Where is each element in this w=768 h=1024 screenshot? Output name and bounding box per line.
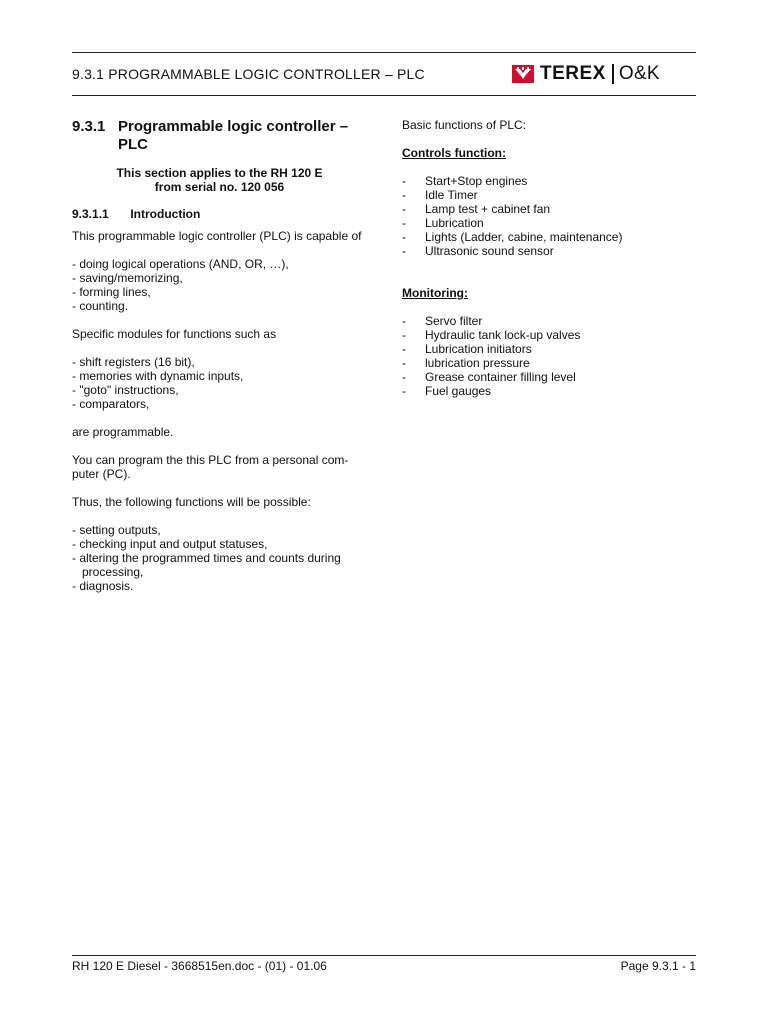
pc-line1: You can program the this PLC from a personal com- xyxy=(72,453,349,467)
list-item: - counting. xyxy=(72,299,129,313)
list-item: - shift registers (16 bit), xyxy=(72,355,195,369)
footer-rule xyxy=(72,955,696,956)
applies-line1: This section applies to the RH 120 E xyxy=(116,166,323,180)
subsection-heading xyxy=(72,207,372,221)
right-column xyxy=(402,118,702,426)
list-item-text: Lubrication xyxy=(425,216,484,230)
applies-line2: from serial no. 120 056 xyxy=(154,180,285,194)
intro-text: This programmable logic controller (PLC) is capable of xyxy=(72,229,362,243)
dash-marker: - xyxy=(402,202,406,216)
controls-list xyxy=(402,174,702,258)
terex-emblem-icon xyxy=(512,65,534,83)
dash-marker: - xyxy=(402,342,406,356)
subsection-number: 9.3.1.1 xyxy=(72,207,109,221)
list-item-text: Servo filter xyxy=(425,314,483,328)
list-item xyxy=(402,384,702,398)
dash-marker: - xyxy=(402,188,406,202)
list-item xyxy=(402,342,702,356)
list-item-text: Hydraulic tank lock-up valves xyxy=(425,328,581,342)
header-bottom-rule xyxy=(72,95,696,96)
list-item: - memories with dynamic inputs, xyxy=(72,369,244,383)
header-title: 9.3.1 PROGRAMMABLE LOGIC CONTROLLER – PLC xyxy=(72,66,425,82)
list-item: - setting outputs, xyxy=(72,523,161,537)
list-item xyxy=(402,202,702,216)
programmable-text: are programmable. xyxy=(72,425,174,439)
modules-list xyxy=(72,355,372,411)
section-title-line1: Programmable logic controller – xyxy=(118,118,349,135)
monitoring-heading: Monitoring: xyxy=(402,286,468,300)
pc-line2: puter (PC). xyxy=(72,467,131,481)
logo-sub: O&K xyxy=(618,63,660,84)
list-item xyxy=(402,356,702,370)
logo-divider xyxy=(612,64,614,84)
dash-marker: - xyxy=(402,174,406,188)
list-item xyxy=(402,370,702,384)
dash-marker: - xyxy=(402,370,406,384)
section-title xyxy=(118,118,348,154)
list-item: processing, xyxy=(72,565,144,579)
list-item: - checking input and output statuses, xyxy=(72,537,268,551)
basic-functions-text: Basic functions of PLC: xyxy=(402,118,527,132)
footer-document-info: RH 120 E Diesel - 3668515en.doc - (01) - 01.06 xyxy=(72,959,327,973)
logo-brand: TEREX xyxy=(540,63,606,84)
list-item xyxy=(402,244,702,258)
subsection-title: Introduction xyxy=(130,207,201,221)
section-title-line2: PLC xyxy=(118,136,148,153)
list-item: - comparators, xyxy=(72,397,150,411)
dash-marker: - xyxy=(402,328,406,342)
header-top-rule xyxy=(72,52,696,53)
dash-marker: - xyxy=(402,314,406,328)
applicability-note xyxy=(72,166,367,194)
controls-heading: Controls function: xyxy=(402,146,506,160)
list-item: - diagnosis. xyxy=(72,579,134,593)
list-item: - saving/memorizing, xyxy=(72,271,183,285)
dash-marker: - xyxy=(402,216,406,230)
functions-list xyxy=(72,523,372,593)
list-item xyxy=(402,188,702,202)
dash-marker: - xyxy=(402,356,406,370)
dash-marker: - xyxy=(402,244,406,258)
list-item-text: Grease container filling level xyxy=(425,370,576,384)
section-heading xyxy=(72,118,372,154)
list-item: - altering the programmed times and counts during xyxy=(72,551,341,565)
list-item-text: Lamp test + cabinet fan xyxy=(425,202,551,216)
list-item: - forming lines, xyxy=(72,285,151,299)
list-item xyxy=(402,216,702,230)
monitoring-list xyxy=(402,314,702,398)
list-item: - doing logical operations (AND, OR, …), xyxy=(72,257,289,271)
list-item xyxy=(402,230,702,244)
list-item-text: lubrication pressure xyxy=(425,356,530,370)
modules-text: Specific modules for functions such as xyxy=(72,327,277,341)
list-item-text: Fuel gauges xyxy=(425,384,492,398)
dash-marker: - xyxy=(402,230,406,244)
list-item-text: Lights (Ladder, cabine, maintenance) xyxy=(425,230,623,244)
list-item-text: Ultrasonic sound sensor xyxy=(425,244,554,258)
list-item: - "goto" instructions, xyxy=(72,383,179,397)
footer-page-number: Page 9.3.1 - 1 xyxy=(620,959,696,973)
list-item-text: Idle Timer xyxy=(425,188,478,202)
list-item xyxy=(402,174,702,188)
list-item-text: Start+Stop engines xyxy=(425,174,528,188)
list-item xyxy=(402,314,702,328)
list-item xyxy=(402,328,702,342)
dash-marker: - xyxy=(402,384,406,398)
list-item-text: Lubrication initiators xyxy=(425,342,532,356)
section-number: 9.3.1 xyxy=(72,118,106,135)
functions-text: Thus, the following functions will be possible: xyxy=(72,495,311,509)
left-column xyxy=(72,118,372,607)
terex-ok-logo xyxy=(512,63,660,85)
capabilities-list xyxy=(72,257,372,313)
pc-paragraph xyxy=(72,453,372,481)
